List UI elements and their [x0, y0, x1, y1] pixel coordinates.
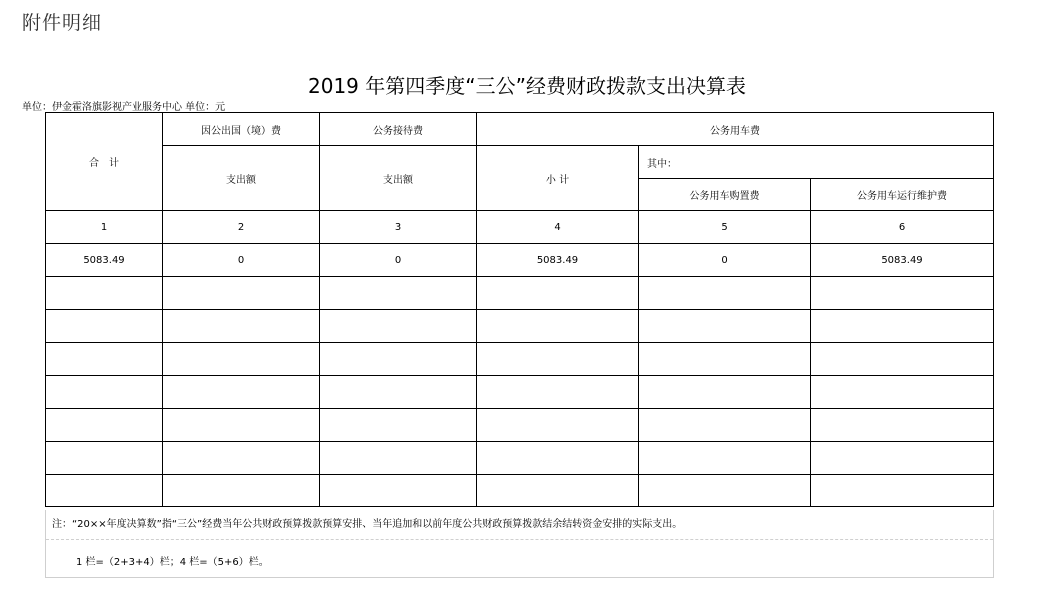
value-vehicle-subtotal: 5083.49: [477, 244, 639, 277]
header-subtotal: 小 计: [477, 146, 639, 211]
header-reception: 公务接待费: [320, 113, 477, 146]
empty-row: [46, 376, 994, 409]
header-spend-amount: 支出额: [163, 146, 320, 211]
header-spend-amount: 支出额: [320, 146, 477, 211]
column-number-row: [46, 211, 994, 244]
value-reception: 0: [320, 244, 477, 277]
header-vehicle-maintenance: 公务用车运行维护费: [811, 179, 994, 211]
notes-box: [45, 510, 994, 578]
header-vehicle-purchase: 公务用车购置费: [639, 179, 811, 211]
attachment-title: 附件明细: [22, 12, 103, 34]
empty-row: [46, 442, 994, 475]
empty-row: [46, 343, 994, 376]
value-overseas: 0: [163, 244, 320, 277]
empty-row: [46, 277, 994, 310]
column-number: 2: [163, 211, 320, 244]
page-title: 2019 年第四季度“三公”经费财政拨款支出决算表: [308, 74, 746, 98]
value-total: 5083.49: [46, 244, 163, 277]
empty-row: [46, 475, 994, 507]
unit-line: 单位：伊金霍洛旗影视产业服务中心 单位：元: [22, 102, 226, 113]
value-vehicle-maintenance: 5083.49: [811, 244, 994, 277]
value-vehicle-purchase: 0: [639, 244, 811, 277]
column-number: 1: [46, 211, 163, 244]
header-total: 合 计: [46, 113, 163, 211]
expenditure-table: [45, 112, 994, 507]
column-number: 4: [477, 211, 639, 244]
column-number: 5: [639, 211, 811, 244]
header-vehicle: 公务用车费: [477, 113, 994, 146]
header-of-which: 其中：: [639, 146, 994, 179]
empty-row: [46, 310, 994, 343]
note-line-1: 注：“20××年度决算数”指“三公”经费当年公共财政预算拨款预算安排、当年追加和以前年度公共财政预算拨款结余结转资金安排的实际支出。: [46, 510, 993, 540]
note-line-2: 1 栏=（2+3+4）栏；4 栏=（5+6）栏。: [76, 557, 269, 568]
column-number: 3: [320, 211, 477, 244]
header-overseas: 因公出国（境）费: [163, 113, 320, 146]
table-row: [46, 244, 994, 277]
empty-row: [46, 409, 994, 442]
column-number: 6: [811, 211, 994, 244]
